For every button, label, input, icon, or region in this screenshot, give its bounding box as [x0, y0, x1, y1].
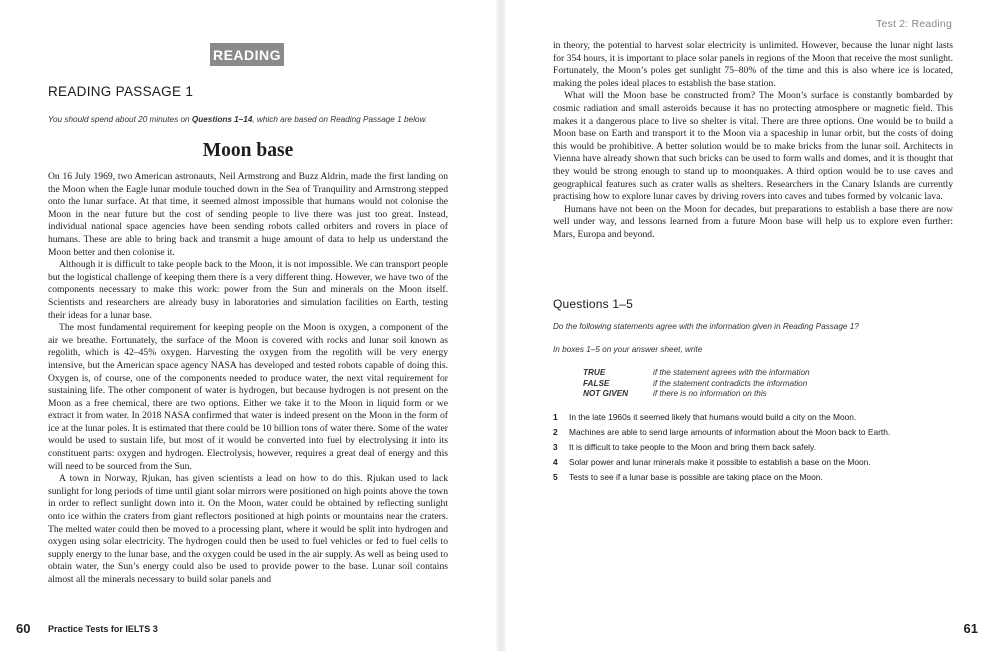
question-item — [553, 472, 963, 487]
page-gutter — [496, 0, 506, 651]
instruction-before: You should spend about 20 minutes on — [48, 115, 192, 124]
legend-desc: if the statement agrees with the information — [653, 368, 810, 377]
paragraph: in theory, the potential to harvest solar electricity is unlimited. However, because the lunar night lasts for 354 hours, it is important to place solar panels in regions of the Moon that receive the most sunlight. Fortunately, the Moon’s poles get sunlight 75–80% of the time and this is also where ice is located, making the poles ideal places to establish the base station. — [553, 40, 953, 89]
question-text: In the late 1960s it seemed likely that humans would build a city on the Moon. — [569, 412, 857, 422]
book-title: Practice Tests for IELTS 3 — [48, 624, 158, 634]
question-number: 5 — [553, 472, 558, 482]
passage-instruction — [48, 115, 427, 124]
paragraph: Humans have not been on the Moon for decades, but preparations to establish a base there are now well under way, and lessons learned from a future Moon base will help us to explore even further: Mars, Europa and beyond. — [553, 203, 953, 240]
legend-row — [583, 379, 810, 390]
running-head: Test 2: Reading — [876, 18, 952, 30]
left-article-body — [48, 171, 448, 587]
page-number-left: 60 — [16, 621, 31, 636]
question-number: 2 — [553, 427, 558, 437]
question-text: It is difficult to take people to the Moon and bring them back safely. — [569, 442, 816, 452]
page-number-right: 61 — [963, 621, 978, 636]
question-list — [553, 412, 963, 487]
question-number: 3 — [553, 442, 558, 452]
question-item — [553, 457, 963, 472]
legend-desc: if there is no information on this — [653, 389, 767, 398]
paragraph: On 16 July 1969, two American astronauts, Neil Armstrong and Buzz Aldrin, made the first landing on the Moon when the Eagle lunar module touched down in the Sea of Tranquility and Armstrong stepped onto the lunar surface. At that time, it seemed almost impossible that humans would not colonise the Moon in the near future but the cost of sending people to live there was just too great. Instead, individual national space agencies have been sending robots called orbiters and rovers in place of humans. These are able to bring back and transmit a huge amount of data to help us understand the Moon better and then colonise it. — [48, 171, 448, 258]
legend-key: FALSE — [583, 378, 610, 388]
article-title: Moon base — [202, 140, 294, 161]
questions-instruction: Do the following statements agree with the information given in Reading Passage 1? — [553, 322, 859, 331]
instruction-after: , which are based on Reading Passage 1 below. — [252, 115, 428, 124]
paragraph: The most fundamental requirement for keeping people on the Moon is oxygen, a component of the air we breathe. Fortunately, the surface of the Moon is covered with rocks and lunar soil known as regolith, which is 42–45% oxygen. Harvesting the oxygen from the regolith will be very energy intensive, but the American space agency NASA has developed and tested robots capable of doing this. Oxygen is, of course, one of the components needed to produce water, the next vital requirement for sustaining life. The other component of water is hydrogen, but because hydrogen is not present on the Moon as a free chemical, there are two options. Either we take it to the Moon in liquid form or we extract it from water. In 2018 NASA confirmed that water is indeed present on the Moon in the form of ice at the lunar poles. It is estimated that there could be 10 billion tons of water there. Some of the water would be used to sustain life, but most of it would be converted into fuel by electrolysing it into its constituent parts: oxygen and hydrogen. Electrolysis, however, requires a great deal of energy and this will need to be sourced from the Sun. — [48, 322, 448, 472]
question-item — [553, 427, 963, 442]
question-item — [553, 412, 963, 427]
answer-legend — [583, 368, 810, 400]
paragraph: What will the Moon base be constructed from? The Moon’s surface is constantly bombarded by cosmic radiation and small asteroids because it has no protecting atmosphere or magnetic field. This makes it a dangerous place to live so shelter is vital. There are three options. One would be to build a Moon base on Earth and transport it to the Moon via a spaceship in lunar orbit, but the costs of doing this would be prohibitive. A better solution would be to make bricks from the lunar soil. Architects in Vienna have already shown that such bricks can be used to form walls and domes, and it is thought that they would be strong enough to stand up to moonquakes. A third option would be to use caves and geographical features such as crater walls as shelters. Researchers in the Canary Islands are currently practising how to explore lunar caves by driving rovers into caves and tubes formed by volcanic lava. — [553, 90, 953, 203]
question-text: Solar power and lunar minerals make it possible to establish a base on the Moon. — [569, 457, 871, 467]
instruction-bold: Questions 1–14 — [191, 115, 253, 124]
legend-key: NOT GIVEN — [583, 389, 629, 398]
questions-heading: Questions 1–5 — [553, 297, 633, 311]
right-article-body — [553, 40, 953, 242]
question-text: Machines are able to send large amounts of information about the Moon back to Earth. — [569, 427, 891, 437]
section-badge: READING — [210, 43, 284, 66]
legend-desc: if the statement contradicts the information — [653, 378, 808, 388]
question-item — [553, 442, 963, 457]
paragraph: Although it is difficult to take people back to the Moon, it is not impossible. We can transport people but the logistical challenge of keeping them there is a very different thing. However, we have two of the components necessary to make this work: power from the Sun and minerals on the Moon itself. Scientists and researchers are already busy in laboratories and simulation facilities on Earth, testing their ideas for a lunar base. — [48, 259, 448, 321]
question-text: Tests to see if a lunar base is possible are taking place on the Moon. — [569, 472, 823, 482]
answer-sheet-instruction: In boxes 1–5 on your answer sheet, write — [553, 345, 703, 354]
question-number: 1 — [553, 412, 558, 422]
legend-row — [583, 389, 810, 400]
legend-row — [583, 368, 810, 379]
passage-heading: READING PASSAGE 1 — [48, 84, 194, 99]
question-number: 4 — [553, 457, 558, 467]
legend-key: TRUE — [583, 368, 606, 377]
paragraph: A town in Norway, Rjukan, has given scientists a lead on how to do this. Rjukan used to lack sunlight for long periods of time until giant solar mirrors were positioned on high points above the town in order to reflect sunlight down into it. On the Moon, water could be obtained by reflecting sunlight onto ice within the craters from giant reflectors positioned at high points or mountains near the craters. The melted water could then be moved to a processing plant, where it would be split into hydrogen and oxygen using solar electricity. The hydrogen could then be used to fuel vehicles or fed to fuel cells to supply energy to the lunar base, and the oxygen could be used in the air supply. As well as being used to obtain water, the Sun’s energy could also be used to provide power to the base. Lunar soil contains almost all the minerals necessary to build solar panels and — [48, 473, 448, 585]
